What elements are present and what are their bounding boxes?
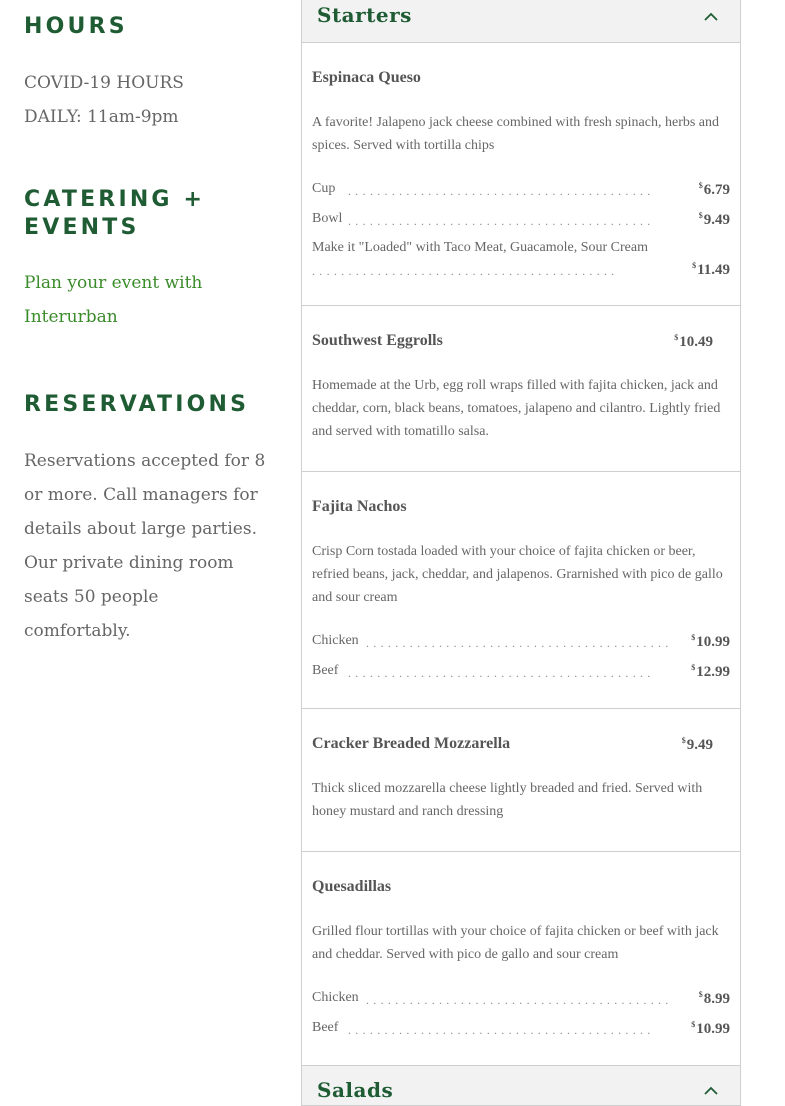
price-option-row: .......................................... Beef $12.99 — [312, 663, 730, 680]
menu-item-fajita-nachos — [301, 472, 741, 709]
hours-heading: HOURS — [24, 14, 128, 39]
price-option-row: Make it "Loaded" with Taco Meat, Guacamole, Sour Cream .......................................... $11.49 — [312, 240, 730, 278]
plan-event-link-line2[interactable]: Interurban — [24, 307, 118, 327]
catering-heading-line2: EVENTS — [24, 215, 140, 240]
item-description: Grilled flour tortillas with your choice of fajita chicken or beef with jack and cheddar. Served with pico de gallo and sour cream — [312, 924, 719, 962]
option-label: Cup — [312, 181, 341, 197]
price-option-row: .......................................... Bowl $9.49 — [312, 211, 730, 228]
option-label: Chicken — [312, 633, 365, 649]
reservations-text — [24, 444, 265, 648]
menu-panel — [301, 0, 741, 1106]
item-description: Crisp Corn tostada loaded with your choice of fajita chicken or beer, refried beans, jack, cheddar, and jalapenos. Grarnished with pico de gallo and sour cream — [312, 544, 723, 605]
daily-hours-text: DAILY: 11am-9pm — [24, 107, 179, 127]
option-price: $12.99 — [691, 663, 730, 680]
option-price: $10.99 — [691, 633, 730, 650]
price-option-row: .......................................... Cup $6.79 — [312, 181, 730, 198]
item-description: A favorite! Jalapeno jack cheese combined with fresh spinach, herbs and spices. Served with tortilla chips — [312, 115, 720, 153]
reservations-line: or more. Call managers for — [24, 485, 258, 505]
chevron-up-icon[interactable] — [704, 10, 718, 24]
option-label: Beef — [312, 1020, 344, 1036]
option-price: $9.49 — [698, 211, 730, 228]
starters-accordion-header[interactable] — [301, 0, 741, 43]
item-name: Espinaca Queso — [312, 69, 421, 86]
menu-item-cracker-breaded-mozzarella — [301, 709, 741, 852]
item-name: Cracker Breaded Mozzarella — [312, 735, 511, 752]
option-price: $10.99 — [691, 1020, 730, 1037]
plan-event-link[interactable] — [24, 266, 202, 334]
reservations-line: seats 50 people — [24, 587, 159, 607]
reservations-line: details about large parties. — [24, 519, 257, 539]
menu-item-espinaca-queso — [301, 43, 741, 306]
covid-hours-text: COVID-19 HOURS — [24, 73, 184, 93]
option-price: $11.49 — [692, 261, 730, 278]
price-option-row: .......................................... Chicken $8.99 — [312, 990, 730, 1007]
item-description: Thick sliced mozzarella cheese lightly breaded and fried. Served with honey mustard and ranch dressing — [312, 781, 703, 819]
reservations-line: comfortably. — [24, 621, 131, 641]
option-label: Chicken — [312, 990, 365, 1006]
item-name: Fajita Nachos — [312, 498, 407, 515]
option-label: Make it "Loaded" with Taco Meat, Guacamole, Sour Cream — [312, 240, 654, 256]
option-price: $8.99 — [698, 990, 730, 1007]
catering-heading-line1: CATERING + — [24, 187, 206, 212]
reservations-heading: RESERVATIONS — [24, 392, 250, 417]
catering-heading — [24, 186, 205, 242]
plan-event-link-line1[interactable]: Plan your event with — [24, 273, 203, 293]
item-price: $9.49 — [681, 736, 713, 753]
reservations-line: Our private dining room — [24, 553, 234, 573]
salads-accordion-header[interactable] — [301, 1066, 741, 1106]
price-option-row: .......................................... Beef $10.99 — [312, 1020, 730, 1037]
chevron-up-icon[interactable] — [704, 1084, 718, 1098]
option-label: Beef — [312, 663, 344, 679]
item-name: Southwest Eggrolls — [312, 332, 443, 349]
option-price: $6.79 — [698, 181, 730, 198]
reservations-line: Reservations accepted for 8 — [24, 451, 266, 471]
menu-item-southwest-eggrolls — [301, 306, 741, 472]
item-description: Homemade at the Urb, egg roll wraps filled with fajita chicken, jack and cheddar, corn, black beans, tomatoes, jalapeno and cilantro. Lightly fried and served with tomatillo salsa. — [312, 378, 721, 439]
salads-title: Salads — [317, 1078, 394, 1102]
item-price: $10.49 — [674, 333, 713, 350]
option-label: Bowl — [312, 211, 348, 227]
price-option-row: .......................................... Chicken $10.99 — [312, 633, 730, 650]
item-name: Quesadillas — [312, 878, 392, 895]
starters-title: Starters — [317, 3, 412, 27]
menu-item-quesadillas — [301, 852, 741, 1066]
